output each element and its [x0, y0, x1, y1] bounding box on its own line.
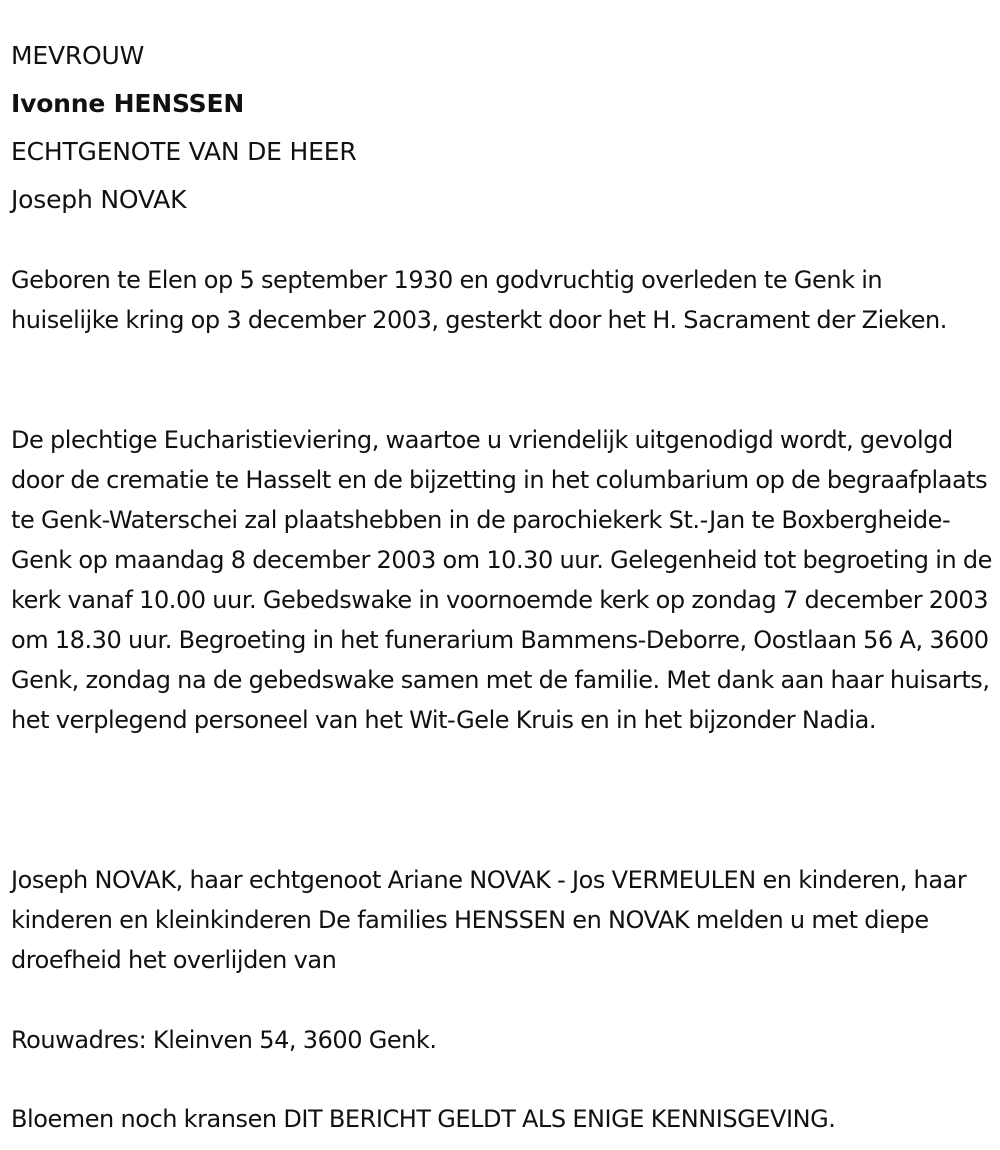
ceremony-paragraph: De plechtige Eucharistieviering, waartoe u vriendelijk uitgenodigd wordt, gevolgd door de crematie te Hasselt en de bijzetting in het columbarium op de begraafplaats te Genk-Waterschei zal plaatshebben in de parochiekerk St.-Jan te Boxbergheide-Genk op maandag 8 december 2003 om 10.30 uur. Gelegenheid tot begroeting in de kerk vanaf 10.00 uur. Gebedswake in voornoemde kerk op zondag 7 december 2003 om 18.30 uur. Begroeting in het funerarium Bammens-Deborre, Oostlaan 56 A, 3600 Genk, zondag na de gebedswake samen met de familie. Met dank aan haar huisarts, het verplegend personeel van het Wit-Gele Kruis en in het bijzonder Nadia. — [11, 426, 993, 734]
closing-paragraph: Bloemen noch kransen DIT BERICHT GELDT ALS ENIGE KENNISGEVING. — [11, 1105, 836, 1133]
deceased-name: Ivonne HENSSEN — [11, 89, 245, 118]
birth-death-paragraph: Geboren te Elen op 5 september 1930 en godvruchtig overleden te Genk in huiselijke kring op 3 december 2003, gesterkt door het H. Sacrament der Zieken. — [11, 266, 947, 334]
relation-line: ECHTGENOTE VAN DE HEER — [11, 137, 357, 166]
family-paragraph: Joseph NOVAK, haar echtgenoot Ariane NOVAK - Jos VERMEULEN en kinderen, haar kinderen en kleinkinderen De families HENSSEN en NOVAK melden u met diepe droefheid het overlijden van — [11, 866, 967, 974]
spouse-name: Joseph NOVAK — [11, 185, 187, 214]
address-paragraph: Rouwadres: Kleinven 54, 3600 Genk. — [11, 1026, 437, 1054]
honorific-title: MEVROUW — [11, 41, 145, 70]
